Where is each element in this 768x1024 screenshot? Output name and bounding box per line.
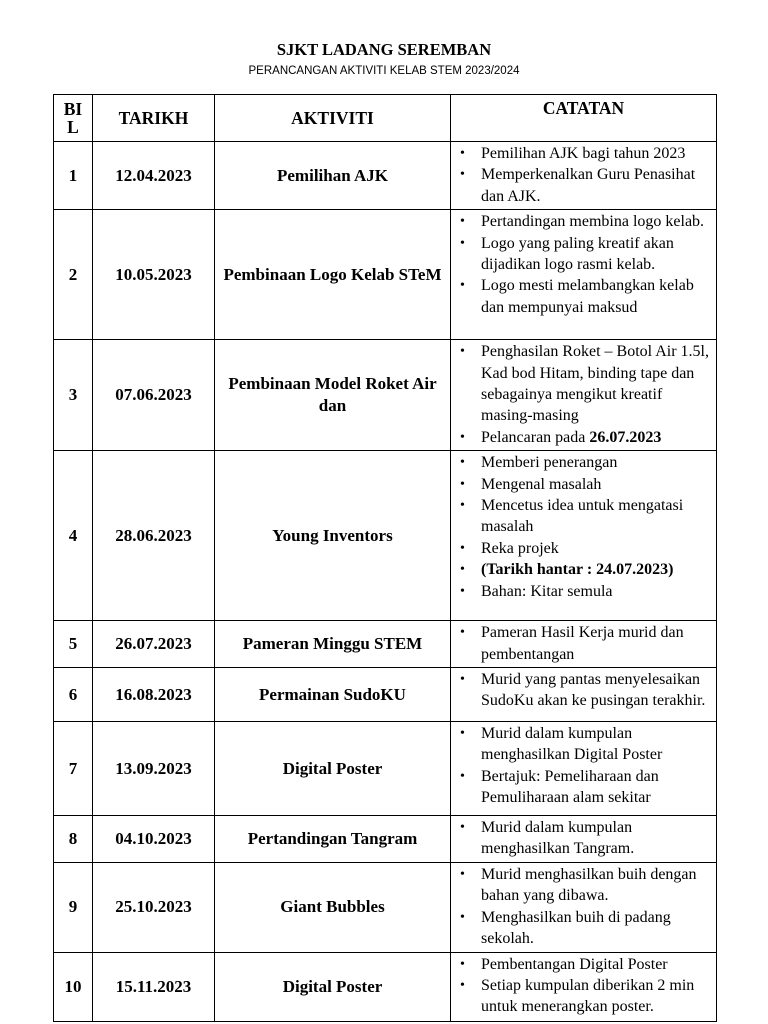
note-item	[481, 817, 712, 860]
cell-tarikh: 12.04.2023	[93, 142, 215, 210]
note-item	[481, 975, 712, 1018]
note-text: Menghasilkan buih di padang sekolah.	[481, 908, 671, 948]
notes-list	[455, 143, 712, 207]
note-text: Memperkenalkan Guru Penasihat dan AJK.	[481, 166, 696, 205]
note-bold-text: 26.07.2023	[589, 428, 662, 446]
cell-catatan	[451, 340, 717, 451]
cell-tarikh: 26.07.2023	[93, 621, 215, 668]
cell-tarikh: 16.08.2023	[93, 668, 215, 722]
note-item	[481, 538, 712, 559]
cell-catatan	[451, 722, 717, 816]
note-bold-text: (Tarikh hantar : 24.07.2023)	[481, 561, 674, 579]
notes-list	[455, 452, 712, 602]
table-row	[54, 142, 717, 210]
note-item	[481, 474, 712, 495]
note-item	[481, 954, 712, 975]
cell-catatan	[451, 816, 717, 863]
document-subtitle: PERANCANGAN AKTIVITI KELAB STEM 2023/2024	[248, 65, 520, 77]
cell-catatan	[451, 451, 717, 621]
cell-aktiviti: Permainan SudoKU	[215, 668, 451, 722]
cell-bil: 5	[54, 621, 93, 668]
note-text: Memberi penerangan	[481, 454, 618, 472]
cell-catatan	[451, 952, 717, 1021]
cell-tarikh: 28.06.2023	[93, 451, 215, 621]
table-row	[54, 816, 717, 863]
notes-list	[455, 622, 712, 665]
table-row	[54, 210, 717, 340]
note-item	[481, 275, 712, 318]
cell-aktiviti: Pembinaan Logo Kelab STeM	[215, 210, 451, 340]
cell-tarikh: 07.06.2023	[93, 340, 215, 451]
header-bil-line1: BI	[63, 99, 83, 119]
header-tarikh: TARIKH	[93, 95, 215, 142]
notes-list	[455, 211, 712, 318]
note-item	[481, 559, 712, 580]
note-item	[481, 164, 712, 207]
note-text: Reka projek	[481, 539, 559, 557]
cell-bil: 8	[54, 816, 93, 863]
note-text: Pelancaran pada	[481, 428, 590, 446]
note-text: Pemilihan AJK bagi tahun 2023	[481, 145, 686, 162]
header-aktiviti: AKTIVITI	[215, 95, 451, 142]
cell-aktiviti: Digital Poster	[215, 722, 451, 816]
note-text: Pembentangan Digital Poster	[481, 955, 668, 973]
cell-tarikh: 04.10.2023	[93, 816, 215, 863]
notes-list	[455, 669, 712, 712]
cell-tarikh: 10.05.2023	[93, 210, 215, 340]
table-header-row	[54, 95, 717, 142]
cell-bil: 4	[54, 451, 93, 621]
cell-aktiviti: Pembinaan Model Roket Air dan	[215, 340, 451, 451]
cell-aktiviti: Pemilihan AJK	[215, 142, 451, 210]
cell-aktiviti: Digital Poster	[215, 952, 451, 1021]
notes-list	[455, 864, 712, 950]
header-catatan: CATATAN	[451, 95, 717, 142]
table-row	[54, 621, 717, 668]
note-text: Bertajuk: Pemeliharaan dan Pemuliharaan alam sekitar	[481, 767, 659, 807]
cell-bil: 10	[54, 952, 93, 1021]
document-title: SJKT LADANG SEREMBAN	[276, 40, 492, 59]
table-row	[54, 451, 717, 621]
cell-tarikh: 25.10.2023	[93, 862, 215, 952]
note-text: Mengenal masalah	[481, 475, 602, 493]
note-text: Mencetus idea untuk mengatasi masalah	[481, 497, 684, 536]
table-row	[54, 722, 717, 816]
note-item	[481, 864, 712, 907]
table-row	[54, 340, 717, 451]
cell-bil: 9	[54, 862, 93, 952]
cell-catatan	[451, 668, 717, 722]
cell-aktiviti: Giant Bubbles	[215, 862, 451, 952]
cell-bil: 3	[54, 340, 93, 451]
table-row	[54, 862, 717, 952]
cell-bil: 2	[54, 210, 93, 340]
notes-list	[455, 341, 712, 448]
cell-aktiviti: Young Inventors	[215, 451, 451, 621]
note-item	[481, 766, 712, 809]
cell-bil: 6	[54, 668, 93, 722]
note-item	[481, 211, 712, 232]
note-item	[481, 723, 712, 766]
cell-bil: 1	[54, 142, 93, 210]
note-item	[481, 581, 712, 602]
activity-table	[53, 94, 717, 1022]
note-item	[481, 341, 712, 427]
notes-list	[455, 817, 712, 860]
cell-tarikh: 13.09.2023	[93, 722, 215, 816]
note-item	[481, 495, 712, 538]
note-text: Logo yang paling kreatif akan dijadikan logo rasmi kelab.	[481, 234, 674, 274]
cell-catatan	[451, 210, 717, 340]
header-bil	[54, 95, 93, 142]
note-text: Murid yang pantas menyelesaikan SudoKu akan ke pusingan terakhir.	[481, 671, 706, 710]
cell-tarikh: 15.11.2023	[93, 952, 215, 1021]
note-item	[481, 452, 712, 473]
cell-aktiviti: Pertandingan Tangram	[215, 816, 451, 863]
cell-bil: 7	[54, 722, 93, 816]
note-text: Murid dalam kumpulan menghasilkan Digital Poster	[481, 725, 663, 764]
note-text: Murid dalam kumpulan menghasilkan Tangram.	[481, 819, 635, 858]
cell-catatan	[451, 621, 717, 668]
note-text: Bahan: Kitar semula	[481, 582, 613, 600]
table-body	[54, 142, 717, 1022]
note-item	[481, 622, 712, 665]
cell-aktiviti: Pameran Minggu STEM	[215, 621, 451, 668]
note-text: Penghasilan Roket – Botol Air 1.5l, Kad bod Hitam, binding tape dan sebagainya mengikut kreatif masing-masing	[481, 343, 709, 425]
notes-list	[455, 723, 712, 809]
note-text: Logo mesti melambangkan kelab dan mempunyai maksud	[481, 277, 694, 316]
note-item	[481, 233, 712, 276]
table-row	[54, 952, 717, 1021]
note-item	[481, 427, 712, 448]
cell-catatan	[451, 862, 717, 952]
cell-catatan	[451, 142, 717, 210]
note-text: Murid menghasilkan buih dengan bahan yang dibawa.	[481, 865, 697, 905]
note-item	[481, 143, 712, 164]
note-item	[481, 907, 712, 950]
header-bil-line2: L	[67, 117, 79, 137]
note-text: Pertandingan membina logo kelab.	[481, 213, 705, 231]
note-text: Setiap kumpulan diberikan 2 min untuk menerangkan poster.	[481, 976, 695, 1016]
notes-list	[455, 954, 712, 1018]
note-item	[481, 669, 712, 712]
table-row	[54, 668, 717, 722]
note-text: Pameran Hasil Kerja murid dan pembentangan	[481, 624, 684, 663]
